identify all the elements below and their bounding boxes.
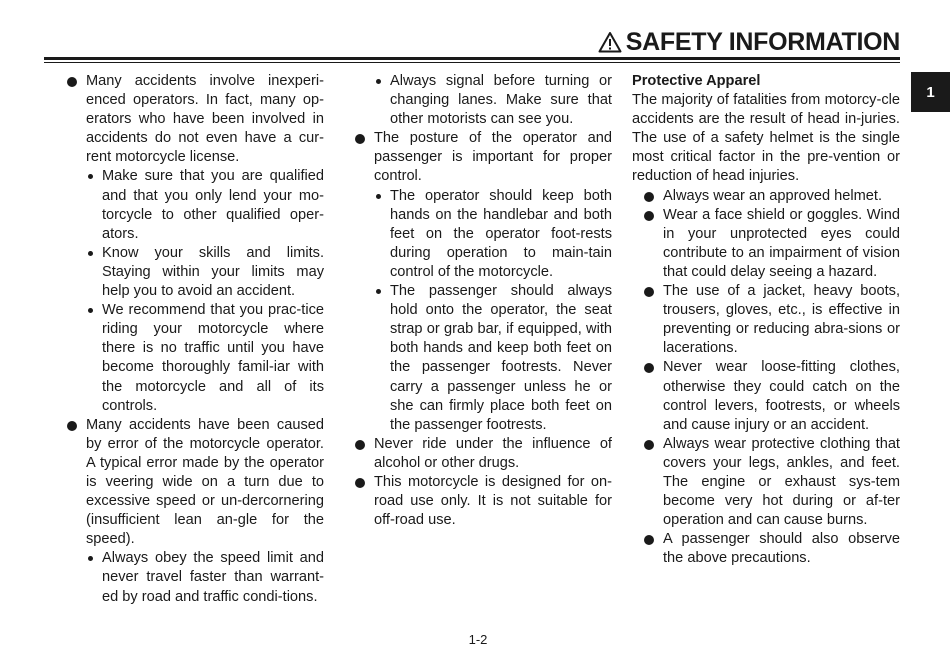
bullet-item: A passenger should also observe the above precautions. <box>643 530 900 568</box>
page-title: SAFETY INFORMATION <box>625 28 900 56</box>
header-rule-thick <box>44 57 900 60</box>
bullet-item: Never wear loose-fitting clothes, otherwise they could catch on the control levers, footrests, or wheels and cause injury or an accident. <box>643 358 900 434</box>
sub-bullet-item: Always obey the speed limit and never travel faster than warrant-ed by road and traffic condi-tions. <box>86 549 324 606</box>
bullet-text: Many accidents involve inexperi-enced operators. In fact, many op-erators who have been involved in accidents do not even have a cur-rent motorcycle license. <box>86 73 324 166</box>
bullet-item: The use of a jacket, heavy boots, trousers, gloves, etc., is effective in preventing or reducing abra-sions or lacerations. <box>643 282 900 358</box>
page-number: 1-2 <box>468 632 488 647</box>
header-rule-thin <box>44 62 900 63</box>
bullet-item: Wear a face shield or goggles. Wind in your unprotected eyes could contribute to an impairment of vision that could delay seeing a hazard. <box>643 206 900 282</box>
sub-bullet-item: The passenger should always hold onto the operator, the seat strap or grab bar, if equipped, with both hands and keep both feet on the passenger footrests. Never carry a passenger unless he or she can firmly place both feet on the passenger footrests. <box>374 282 612 435</box>
chapter-tab: 1 <box>911 72 950 112</box>
section-header <box>580 26 900 58</box>
bullet-item <box>66 416 324 607</box>
bullet-item: This motorcycle is designed for on-road use only. It is not suitable for off-road use. <box>354 473 612 530</box>
intro-paragraph: The majority of fatalities from motorcy-cle accidents are the result of head in-juries. The use of a safety helmet is the single most critical factor in the pre-vention or reduction of head injuries. <box>632 92 900 185</box>
column-3 <box>632 72 900 568</box>
sub-bullet-item: The operator should keep both hands on the handlebar and both feet on the operator foot-rests during operation to main-tain control of the motorcycle. <box>374 187 612 282</box>
bullet-item: Always wear an approved helmet. <box>643 187 900 206</box>
section-heading: Protective Apparel <box>632 73 761 89</box>
column-2 <box>354 72 612 530</box>
bullet-item: Always wear protective clothing that covers your legs, ankles, and feet. The engine or exhaust sys-tem become very hot during or af-ter operation and can cause burns. <box>643 435 900 530</box>
bullet-item <box>354 129 612 435</box>
warning-triangle-icon <box>598 31 622 53</box>
bullet-text: Many accidents have been caused by error of the motorcycle operator. A typical error made by the operator is veering wide on a turn due to excessive speed or un-dercornering (insufficient lean an-gle for the speed). <box>86 416 324 548</box>
sub-bullet-item: Make sure that you are qualified and that you only lend your mo-torcycle to other qualified oper-ators. <box>86 167 324 243</box>
bullet-item <box>66 72 324 416</box>
bullet-item: Never ride under the influence of alcohol or other drugs. <box>354 435 612 473</box>
column-1 <box>66 72 324 607</box>
bullet-text: The posture of the operator and passenger is important for proper control. <box>374 130 612 185</box>
sub-bullet-item: Know your skills and limits. Staying within your limits may help you to avoid an accident. <box>86 244 324 301</box>
sub-bullet-item: Always signal before turning or changing lanes. Make sure that other motorists can see you. <box>374 72 612 129</box>
sub-bullet-item: We recommend that you prac-tice riding your motorcycle where there is no traffic until you have become thoroughly famil-iar with the motorcycle and all of its controls. <box>86 301 324 416</box>
